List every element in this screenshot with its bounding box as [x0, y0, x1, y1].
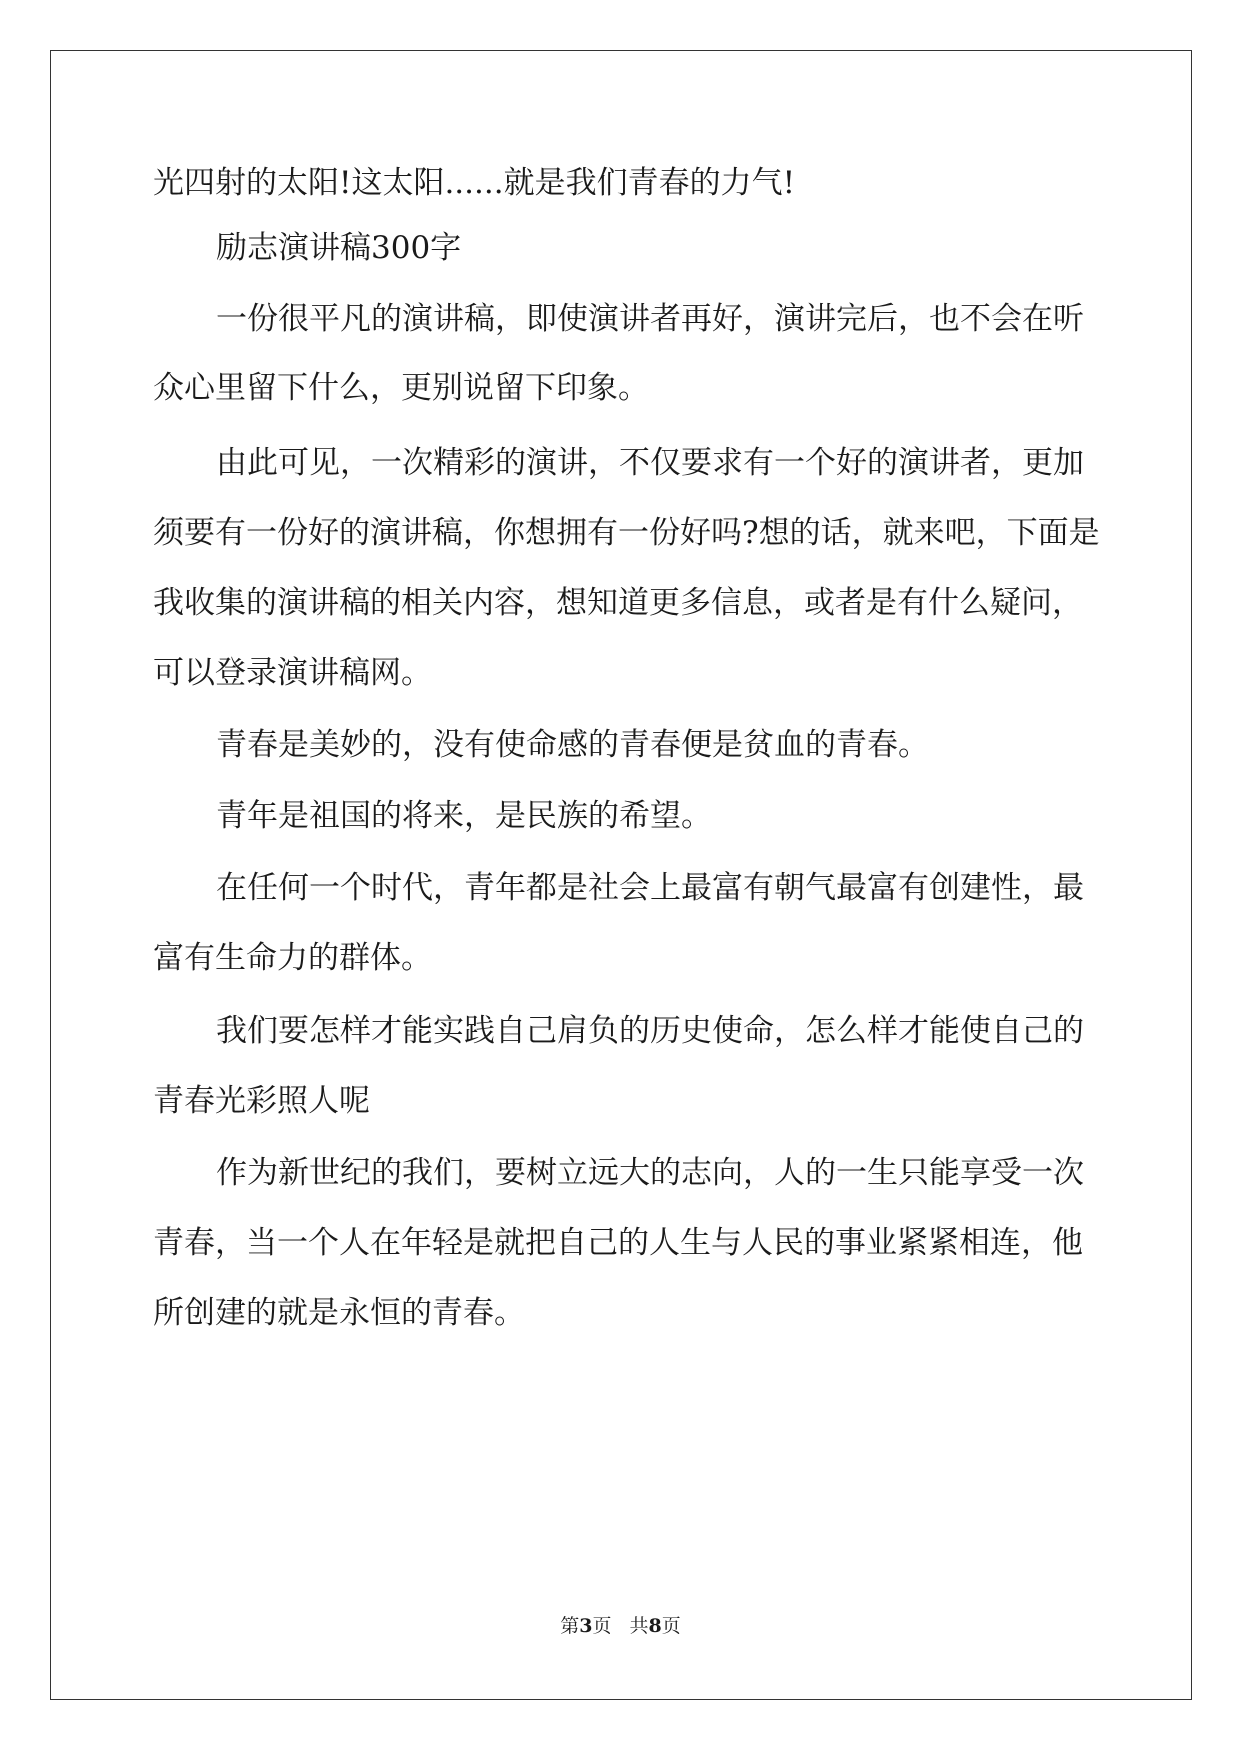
- text-line: 青年是祖国的将来，是民族的希望。: [216, 798, 712, 834]
- text-line: 作为新世纪的我们，要树立远大的志向，人的一生只能享受一次: [216, 1155, 1084, 1191]
- page-number-footer: [0, 1614, 1241, 1638]
- footer-total-prefix: 共: [629, 1615, 649, 1637]
- text-line: 所创建的就是永恒的青春。: [153, 1295, 525, 1331]
- text-line: 青春是美妙的，没有使命感的青春便是贫血的青春。: [216, 727, 929, 763]
- text-line: 在任何一个时代，青年都是社会上最富有朝气最富有创建性，最: [216, 870, 1084, 906]
- text-line: 青春光彩照人呢: [153, 1083, 370, 1119]
- text-line: 富有生命力的群体。: [153, 940, 432, 976]
- text-line: 我收集的演讲稿的相关内容，想知道更多信息，或者是有什么疑问，: [153, 585, 1083, 621]
- text-line: 青春，当一个人在年轻是就把自己的人生与人民的事业紧紧相连，他: [153, 1225, 1083, 1261]
- text-line: 众心里留下什么，更别说留下印象。: [153, 370, 649, 406]
- footer-prefix: 第: [560, 1615, 580, 1637]
- footer-total-suffix: 页: [661, 1615, 681, 1637]
- footer-page-word: 页: [592, 1615, 612, 1637]
- text-line: 可以登录演讲稿网。: [153, 655, 432, 691]
- current-page-number: 3: [579, 1615, 593, 1637]
- total-pages-number: 8: [648, 1615, 662, 1637]
- text-line: 我们要怎样才能实践自己肩负的历史使命，怎么样才能使自己的: [216, 1013, 1084, 1049]
- text-line: 须要有一份好的演讲稿，你想拥有一份好吗?想的话，就来吧，下面是: [153, 515, 1100, 551]
- text-line: 一份很平凡的演讲稿，即使演讲者再好，演讲完后，也不会在听: [216, 301, 1084, 337]
- text-line: 由此可见，一次精彩的演讲，不仅要求有一个好的演讲者，更加: [216, 445, 1084, 481]
- section-heading: 励志演讲稿300字: [216, 230, 462, 266]
- text-line: 光四射的太阳!这太阳......就是我们青春的力气!: [153, 165, 796, 201]
